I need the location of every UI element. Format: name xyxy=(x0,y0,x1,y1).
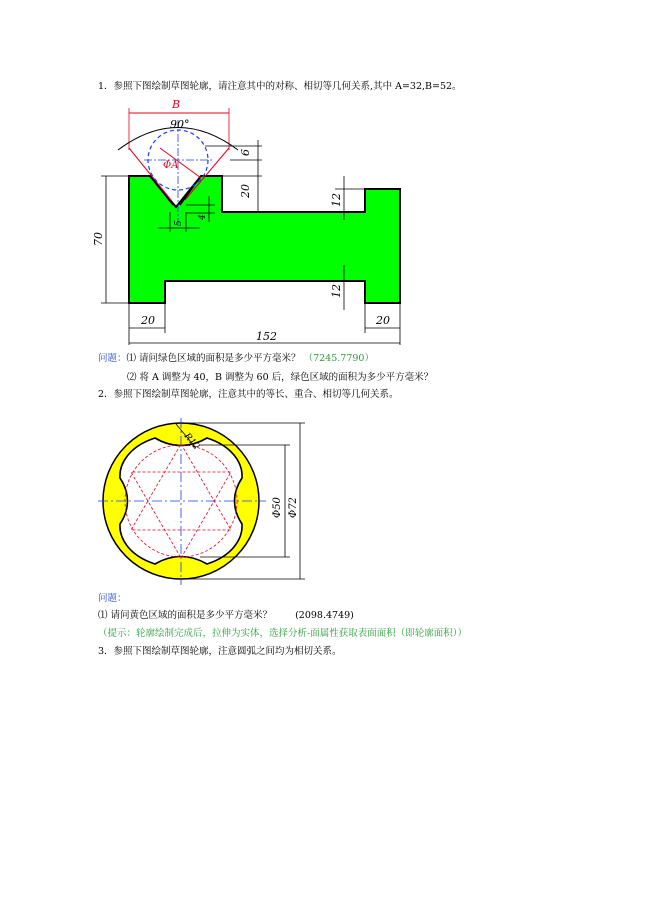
dim-angle: 90° xyxy=(170,118,190,131)
dim-B: B xyxy=(172,98,181,111)
problem2-title: 2．参照下图绘制草图轮廓，注意其中的等长、重合、相切等几何关系。 xyxy=(98,389,399,400)
dim-152: 152 xyxy=(256,330,277,343)
problem1-title: 1．参照下图绘制草图轮廓，请注意其中的对称、相切等几何关系,其中 A=32,B=52。 xyxy=(98,81,462,92)
question1-q1: ⑴ 请问绿色区域的面积是多少平方毫米？ xyxy=(126,353,301,364)
question1-label: 问题： xyxy=(98,353,127,364)
dim-12-top: 12 xyxy=(330,193,343,207)
question2-line1 xyxy=(98,610,354,622)
question2-hint: （提示：轮廓绘制完成后，拉伸为实体，选择分析-面属性获取表面面积（即轮廓面积）） xyxy=(98,628,467,639)
dim-4: 4 xyxy=(198,214,208,220)
dim-70: 70 xyxy=(92,232,105,246)
dim-20-right: 20 xyxy=(376,314,390,327)
dim-phiA: ΦA xyxy=(163,160,179,171)
dim-6: 6 xyxy=(239,149,252,156)
question1-q2: ⑵ 将 A 调整为 40，B 调整为 60 后，绿色区域的面积为多少平方毫米？ xyxy=(127,372,434,383)
dim-12-bot: 12 xyxy=(330,284,343,298)
question2-q1: ⑴ 请问黄色区域的面积是多少平方毫米？ xyxy=(98,610,273,621)
dim-phi72: Φ72 xyxy=(288,497,299,518)
dim-20-left: 20 xyxy=(141,314,155,327)
dim-5: 5 xyxy=(174,220,184,226)
question1-answer1: （7245.7790） xyxy=(303,353,374,364)
question2-answer1: (2098.4749) xyxy=(295,610,354,621)
problem3-title: 3．参照下图绘制草图轮廓，注意圆弧之间均为相切关系。 xyxy=(98,646,342,657)
dim-phi50: Φ50 xyxy=(272,497,283,518)
dim-r12: R12 xyxy=(181,431,202,452)
question2-label: 问题： xyxy=(98,593,127,604)
dim-20: 20 xyxy=(239,184,252,198)
